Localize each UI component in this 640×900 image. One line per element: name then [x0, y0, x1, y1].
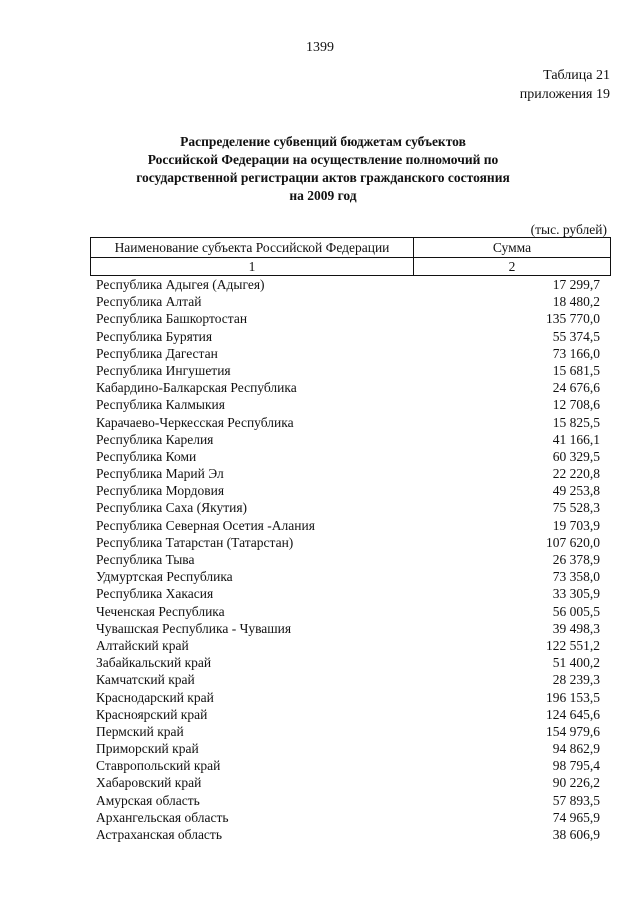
table-row — [96, 671, 600, 688]
subject-name: Республика Адыгея (Адыгея) — [96, 277, 265, 292]
subject-amount: 56 005,5 — [552, 603, 600, 619]
subject-amount: 135 770,0 — [546, 311, 600, 327]
subject-name: Архангельская область — [96, 809, 229, 825]
column-number-2: 2 — [414, 258, 611, 276]
subject-name: Республика Северная Осетия -Алания — [96, 517, 315, 533]
table-row — [96, 482, 600, 499]
subject-amount: 124 645,6 — [546, 706, 600, 722]
table-row — [96, 809, 600, 826]
table-row — [96, 723, 600, 740]
table-row — [96, 568, 600, 585]
subject-name: Камчатский край — [96, 672, 195, 688]
subject-name: Астраханская область — [96, 827, 222, 842]
table-row — [96, 826, 600, 843]
subject-name: Приморский край — [96, 741, 199, 757]
subject-amount: 98 795,4 — [552, 758, 600, 774]
table-row — [96, 517, 600, 534]
subject-amount: 60 329,5 — [552, 448, 600, 464]
subject-name: Республика Карелия — [96, 431, 214, 447]
column-header-amount: Сумма — [414, 238, 611, 258]
table-row — [96, 774, 600, 791]
units-label: (тыс. рублей) — [530, 222, 607, 237]
table-row — [96, 293, 600, 310]
table-row — [96, 792, 600, 809]
table-row — [96, 310, 600, 327]
table-body — [96, 276, 600, 843]
subject-name: Краснодарский край — [96, 689, 214, 705]
subject-name: Республика Дагестан — [96, 345, 218, 361]
subject-name: Республика Мордовия — [96, 483, 225, 499]
subject-amount: 107 620,0 — [546, 534, 600, 550]
subject-amount: 24 676,6 — [552, 380, 600, 396]
subject-amount: 38 606,9 — [552, 827, 600, 842]
table-row — [96, 654, 600, 671]
table-row — [96, 328, 600, 345]
subject-name: Карачаево-Черкесская Республика — [96, 414, 294, 430]
table-row — [96, 379, 600, 396]
column-number-1: 1 — [91, 258, 414, 276]
table-row — [96, 757, 600, 774]
subject-amount: 12 708,6 — [552, 397, 600, 413]
table-header — [90, 237, 611, 276]
subject-name: Хабаровский край — [96, 775, 202, 791]
subject-amount: 33 305,9 — [552, 586, 600, 602]
subject-name: Чеченская Республика — [96, 603, 225, 619]
table-row — [96, 499, 600, 516]
subject-amount: 57 893,5 — [552, 792, 600, 808]
table-ref-line2: приложения 19 — [519, 87, 610, 102]
table-row — [96, 431, 600, 448]
title-line: Распределение субвенций бюджетам субъектов — [180, 134, 466, 149]
subject-name: Республика Татарстан (Татарстан) — [96, 534, 294, 550]
table-row — [96, 448, 600, 465]
subject-name: Ставропольский край — [96, 758, 221, 774]
subject-name: Республика Ингушетия — [96, 362, 231, 378]
subject-amount: 41 166,1 — [552, 431, 600, 447]
table-ref-line1: Таблица 21 — [543, 68, 610, 83]
subject-amount: 22 220,8 — [552, 466, 600, 482]
table-row — [96, 620, 600, 637]
subject-name: Республика Саха (Якутия) — [96, 500, 248, 516]
subject-amount: 49 253,8 — [552, 483, 600, 499]
subject-amount: 73 358,0 — [552, 569, 600, 585]
subject-amount: 122 551,2 — [546, 637, 600, 653]
subject-amount: 90 226,2 — [552, 775, 600, 791]
column-header-name: Наименование субъекта Российской Федерации — [91, 238, 414, 258]
table-row — [96, 551, 600, 568]
subject-amount: 39 498,3 — [552, 620, 600, 636]
subject-amount: 15 825,5 — [552, 414, 600, 430]
table-row — [96, 362, 600, 379]
subject-amount: 18 480,2 — [552, 294, 600, 310]
table-row — [96, 740, 600, 757]
subject-amount: 15 681,5 — [552, 362, 600, 378]
subject-name: Кабардино-Балкарская Республика — [96, 380, 297, 396]
title-line: государственной регистрации актов гражданского состояния — [136, 170, 510, 185]
subject-amount: 196 153,5 — [546, 689, 600, 705]
subject-name: Республика Коми — [96, 448, 197, 464]
subject-name: Красноярский край — [96, 706, 208, 722]
table-row — [96, 345, 600, 362]
subject-name: Республика Алтай — [96, 294, 202, 310]
table-row — [96, 534, 600, 551]
document-title — [110, 133, 536, 205]
subject-name: Удмуртская Республика — [96, 569, 233, 585]
table-row — [96, 396, 600, 413]
title-line: на 2009 год — [289, 188, 357, 203]
subject-amount: 26 378,9 — [552, 552, 600, 567]
table-row — [96, 706, 600, 723]
subject-amount: 94 862,9 — [552, 741, 600, 757]
column-number-row — [91, 258, 611, 276]
subject-amount: 51 400,2 — [552, 655, 600, 671]
table-row — [96, 276, 600, 293]
header-row — [91, 238, 611, 258]
subject-amount: 74 965,9 — [552, 809, 600, 825]
page-number: 1399 — [306, 40, 334, 55]
table-row — [96, 603, 600, 620]
subject-name: Республика Тыва — [96, 552, 195, 567]
subject-name: Республика Башкортостан — [96, 311, 248, 327]
subject-amount: 17 299,7 — [552, 277, 600, 292]
table-reference — [520, 66, 610, 104]
subject-name: Республика Бурятия — [96, 328, 213, 344]
subject-amount: 55 374,5 — [552, 328, 600, 344]
subject-amount: 154 979,6 — [546, 723, 600, 739]
table-row — [96, 414, 600, 431]
subject-amount: 28 239,3 — [552, 672, 600, 688]
subject-amount: 19 703,9 — [552, 517, 600, 533]
subject-name: Пермский край — [96, 723, 184, 739]
subject-name: Республика Марий Эл — [96, 466, 224, 482]
table-row — [96, 585, 600, 602]
subject-name: Амурская область — [96, 792, 200, 808]
table-row — [96, 465, 600, 482]
subject-name: Чувашская Республика - Чувашия — [96, 620, 292, 636]
title-line: Российской Федерации на осуществление полномочий по — [147, 152, 499, 167]
subject-amount: 73 166,0 — [552, 345, 600, 361]
subject-name: Республика Хакасия — [96, 586, 214, 602]
table-row — [96, 637, 600, 654]
subject-amount: 75 528,3 — [552, 500, 600, 516]
subject-name: Республика Калмыкия — [96, 397, 225, 413]
table-row — [96, 689, 600, 706]
subject-name: Забайкальский край — [96, 655, 212, 671]
subject-name: Алтайский край — [96, 637, 189, 653]
